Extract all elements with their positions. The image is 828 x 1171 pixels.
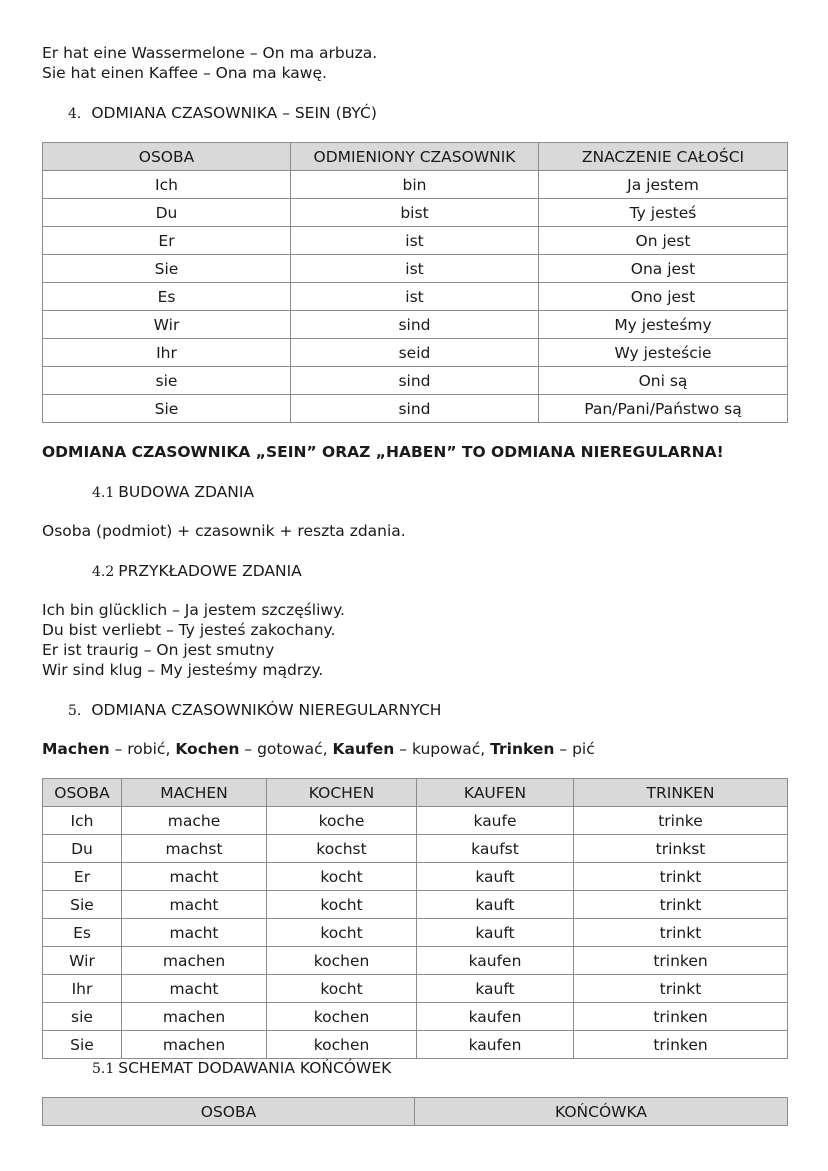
table-cell: bin <box>291 171 539 199</box>
table-cell: kaufen <box>417 1031 574 1059</box>
section-4-1-number: 4.1 <box>92 485 115 501</box>
table-cell: kauft <box>417 891 574 919</box>
table-cell: bist <box>291 199 539 227</box>
section-5-number: 5. <box>68 703 82 719</box>
sein-table-header-row <box>43 143 788 171</box>
table-row <box>43 339 788 367</box>
table-cell: Es <box>43 919 122 947</box>
section-4-1-title: BUDOWA ZDANIA <box>118 483 255 501</box>
table-cell: macht <box>122 863 267 891</box>
section-5-heading <box>68 700 441 721</box>
table-cell: seid <box>291 339 539 367</box>
table-row <box>43 807 788 835</box>
example-sentence: Ich bin glücklich – Ja jestem szczęśliwy. <box>42 601 345 619</box>
irregular-table-header-cell: KOCHEN <box>267 779 417 807</box>
table-cell: Wy jesteście <box>539 339 788 367</box>
verb-separator: , <box>480 740 491 758</box>
meaning-kaufen: kupować <box>411 740 481 758</box>
table-cell: macht <box>122 919 267 947</box>
table-cell: sind <box>291 395 539 423</box>
verb-dash: – <box>109 740 128 758</box>
intro-line-1: Er hat eine Wassermelone – On ma arbuza. <box>42 44 378 62</box>
table-cell: sie <box>43 367 291 395</box>
table-cell: sind <box>291 367 539 395</box>
table-cell: ist <box>291 255 539 283</box>
verb-kaufen: Kaufen <box>332 740 395 758</box>
section-4-1-heading <box>92 482 254 503</box>
table-row <box>43 975 788 1003</box>
table-cell: ist <box>291 283 539 311</box>
table-cell: Es <box>43 283 291 311</box>
table-cell: machst <box>122 835 267 863</box>
table-cell: Er <box>43 863 122 891</box>
verb-kochen: Kochen <box>175 740 240 758</box>
table-cell: Wir <box>43 947 122 975</box>
table-cell: Sie <box>43 891 122 919</box>
sein-table-header-cell: ODMIENIONY CZASOWNIK <box>291 143 539 171</box>
table-row <box>43 835 788 863</box>
section-4-2-number: 4.2 <box>92 564 115 580</box>
section-4-2-heading <box>92 561 302 582</box>
table-cell: mache <box>122 807 267 835</box>
verb-separator: , <box>322 740 333 758</box>
verb-dash: – <box>239 740 258 758</box>
table-cell: Ihr <box>43 339 291 367</box>
table-cell: kocht <box>267 975 417 1003</box>
verbs-line <box>42 739 595 759</box>
table-row <box>43 1031 788 1059</box>
table-cell: kauft <box>417 975 574 1003</box>
endings-table-header-cell: KOŃCÓWKA <box>415 1098 788 1126</box>
table-cell: Ona jest <box>539 255 788 283</box>
table-cell: kocht <box>267 891 417 919</box>
table-cell: trinkt <box>574 975 788 1003</box>
table-cell: Oni są <box>539 367 788 395</box>
endings-table-header-cell: OSOBA <box>43 1098 415 1126</box>
table-cell: On jest <box>539 227 788 255</box>
section-4-heading <box>68 103 377 124</box>
table-cell: kauft <box>417 863 574 891</box>
table-cell: Ja jestem <box>539 171 788 199</box>
irregular-table-header-cell: OSOBA <box>43 779 122 807</box>
table-cell: kaufst <box>417 835 574 863</box>
section-5-1-number: 5.1 <box>92 1061 115 1077</box>
section-5-1-heading <box>92 1058 391 1079</box>
table-cell: trinkst <box>574 835 788 863</box>
section-5-title: ODMIANA CZASOWNIKÓW NIEREGULARNYCH <box>91 701 442 719</box>
table-row <box>43 863 788 891</box>
table-cell: kocht <box>267 863 417 891</box>
table-cell: Du <box>43 199 291 227</box>
verb-separator: , <box>165 740 176 758</box>
table-cell: Ty jesteś <box>539 199 788 227</box>
section-4-title: ODMIANA CZASOWNIKA – SEIN (BYĆ) <box>91 104 377 122</box>
table-cell: kochen <box>267 1031 417 1059</box>
verb-dash: – <box>394 740 412 758</box>
table-cell: kocht <box>267 919 417 947</box>
example-sentence: Wir sind klug – My jesteśmy mądrzy. <box>42 661 324 679</box>
irregular-table-header-cell: KAUFEN <box>417 779 574 807</box>
table-row <box>43 395 788 423</box>
table-row <box>43 367 788 395</box>
table-row <box>43 919 788 947</box>
table-row <box>43 1003 788 1031</box>
verb-machen: Machen <box>42 740 110 758</box>
table-cell: sind <box>291 311 539 339</box>
table-cell: Du <box>43 835 122 863</box>
table-cell: Sie <box>43 1031 122 1059</box>
table-cell: kaufe <box>417 807 574 835</box>
table-row <box>43 227 788 255</box>
table-cell: kaufen <box>417 1003 574 1031</box>
table-cell: My jesteśmy <box>539 311 788 339</box>
irregular-note: ODMIANA CZASOWNIKA „SEIN” ORAZ „HABEN” TO ODMIANA NIEREGULARNA! <box>42 443 724 461</box>
sein-conjugation-table <box>42 142 788 423</box>
table-cell: Sie <box>43 255 291 283</box>
section-4-2-title: PRZYKŁADOWE ZDANIA <box>118 562 302 580</box>
table-cell: machen <box>122 947 267 975</box>
table-cell: koche <box>267 807 417 835</box>
section-5-1-title: SCHEMAT DODAWANIA KOŃCÓWEK <box>118 1059 392 1077</box>
meaning-machen: robić <box>127 740 166 758</box>
table-cell: trinken <box>574 1031 788 1059</box>
verb-dash: – <box>554 740 573 758</box>
intro-line-2: Sie hat einen Kaffee – Ona ma kawę. <box>42 64 327 82</box>
table-cell: machen <box>122 1031 267 1059</box>
table-cell: trinkt <box>574 863 788 891</box>
verb-trinken: Trinken <box>490 740 555 758</box>
table-cell: Pan/Pani/Państwo są <box>539 395 788 423</box>
table-row <box>43 891 788 919</box>
table-cell: kauft <box>417 919 574 947</box>
table-cell: ist <box>291 227 539 255</box>
table-cell: Er <box>43 227 291 255</box>
table-cell: sie <box>43 1003 122 1031</box>
example-sentence: Du bist verliebt – Ty jesteś zakochany. <box>42 621 336 639</box>
table-cell: macht <box>122 975 267 1003</box>
irregular-table-header-cell: MACHEN <box>122 779 267 807</box>
table-cell: Sie <box>43 395 291 423</box>
irregular-table-header-row <box>43 779 788 807</box>
irregular-table-header-cell: TRINKEN <box>574 779 788 807</box>
table-cell: Ono jest <box>539 283 788 311</box>
meaning-kochen: gotować <box>257 740 323 758</box>
endings-table-header-row <box>43 1098 788 1126</box>
table-row <box>43 947 788 975</box>
table-row <box>43 311 788 339</box>
sentence-structure-text: Osoba (podmiot) + czasownik + reszta zdania. <box>42 522 406 540</box>
table-cell: macht <box>122 891 267 919</box>
irregular-verbs-table <box>42 778 788 1059</box>
table-cell: Ich <box>43 807 122 835</box>
table-cell: trinken <box>574 947 788 975</box>
table-cell: kochen <box>267 1003 417 1031</box>
table-cell: Ich <box>43 171 291 199</box>
sein-table-header-cell: ZNACZENIE CAŁOŚCI <box>539 143 788 171</box>
table-cell: Wir <box>43 311 291 339</box>
section-4-number: 4. <box>68 106 82 122</box>
table-row <box>43 255 788 283</box>
endings-table <box>42 1097 788 1126</box>
table-cell: kaufen <box>417 947 574 975</box>
table-cell: trinkt <box>574 919 788 947</box>
table-cell: trinke <box>574 807 788 835</box>
table-cell: kochst <box>267 835 417 863</box>
table-cell: machen <box>122 1003 267 1031</box>
meaning-trinken: pić <box>572 740 595 758</box>
table-cell: kochen <box>267 947 417 975</box>
table-row <box>43 283 788 311</box>
sein-table-header-cell: OSOBA <box>43 143 291 171</box>
table-cell: trinkt <box>574 891 788 919</box>
table-row <box>43 171 788 199</box>
table-cell: Ihr <box>43 975 122 1003</box>
table-row <box>43 199 788 227</box>
example-sentence: Er ist traurig – On jest smutny <box>42 641 275 659</box>
table-cell: trinken <box>574 1003 788 1031</box>
